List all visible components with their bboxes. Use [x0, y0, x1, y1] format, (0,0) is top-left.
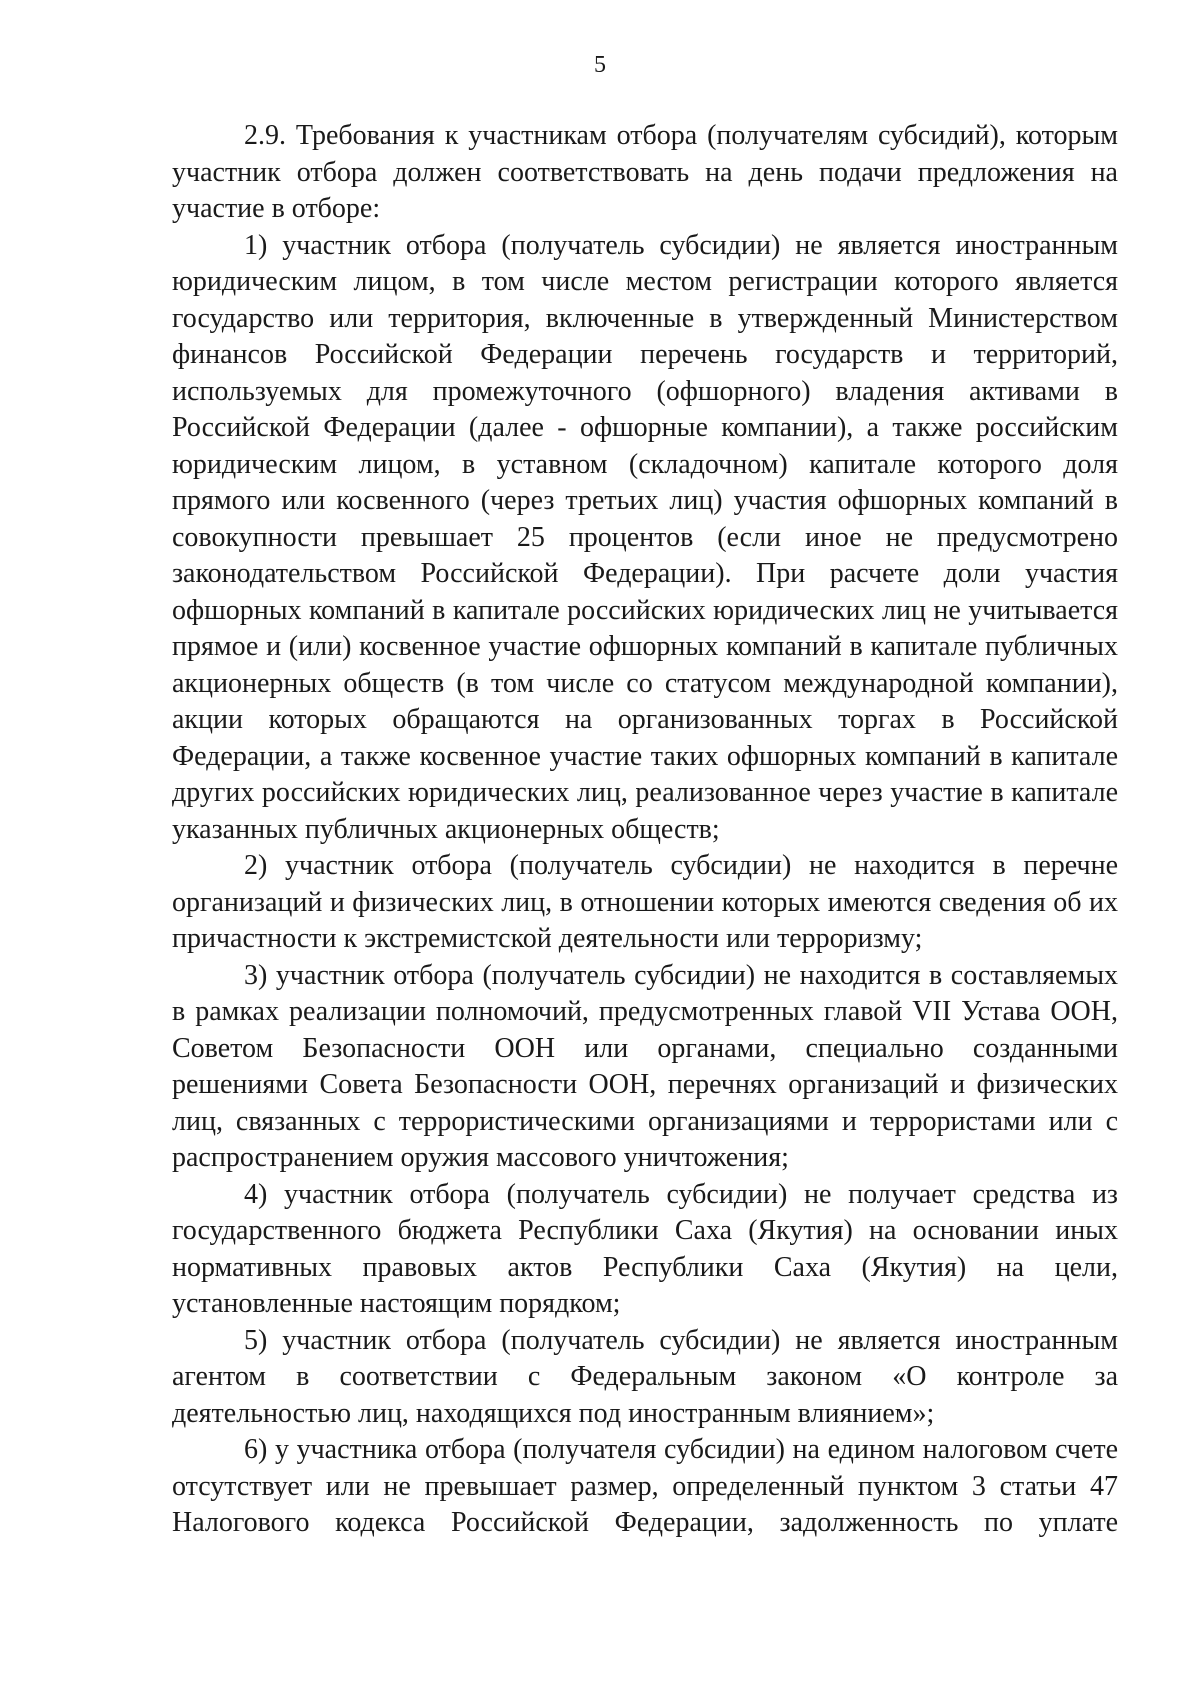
paragraph-item-6-tax-debt: 6) у участника отбора (получателя субсидии) на едином налоговом счете отсутствует или не превышает размер, определенный пунктом 3 статьи 47 Налогового кодекса Российской Федерации, задолженность по уплате: [172, 1434, 1118, 1538]
document-body: [172, 118, 1118, 1542]
paragraph-2-9-requirements: 2.9. Требования к участникам отбора (получателям субсидий), которым участник отбора должен соответствовать на день подачи предложения на участие в отборе:: [172, 120, 1118, 224]
paragraph-item-5-foreign-agent: 5) участник отбора (получатель субсидии) не является иностранным агентом в соответствии с Федеральным законом «О контроле за деятельностью лиц, находящихся под иностранным влиянием»;: [172, 1324, 1118, 1429]
paragraph-item-1-offshore: 1) участник отбора (получатель субсидии) не является иностранным юридическим лицом, в том числе местом регистрации которого является государство или территория, включенные в утвержденный Министерством финансов Российской Федерации перечень государств и территорий, используемых для промежуточного (офшорного) владения активами в Российской Федерации (далее - офшорные компании), а также российским юридическим лицом, в уставном (складочном) капитале которого доля прямого или косвенного (через третьих лиц) участия офшорных компаний в совокупности превышает 25 процентов (если иное не предусмотрено законодательством Российской Федерации). При расчете доли участия офшорных компаний в капитале российских юридических лиц не учитывается прямое и (или) косвенное участие офшорных компаний в капитале публичных акционерных обществ (в том числе со статусом международной компании), акции которых обращаются на организованных торгах в Российской Федерации, а также косвенное участие таких офшорных компаний в капитале других российских юридических лиц, реализованное через участие в капитале указанных публичных акционерных обществ;: [172, 229, 1118, 845]
page-number: 5: [594, 52, 606, 78]
paragraph-item-2-extremism: 2) участник отбора (получатель субсидии) не находится в перечне организаций и физических лиц, в отношении которых имеются сведения об их причастности к экстремистской деятельности или терроризму;: [172, 850, 1118, 954]
paragraph-item-3-un-lists: 3) участник отбора (получатель субсидии) не находится в составляемых в рамках реализации полномочий, предусмотренных главой VII Устава ООН, Советом Безопасности ООН или органами, специально созданными решениями Совета Безопасности ООН, перечнях организаций и физических лиц, связанных с террористическими организациями и террористами или с распространением оружия массового уничтожения;: [172, 959, 1118, 1173]
paragraph-item-4-budget-funds: 4) участник отбора (получатель субсидии) не получает средства из государственного бюджета Республики Саха (Якутия) на основании иных нормативных правовых актов Республики Саха (Якутия) на цели, установленные настоящим порядком;: [172, 1178, 1118, 1319]
